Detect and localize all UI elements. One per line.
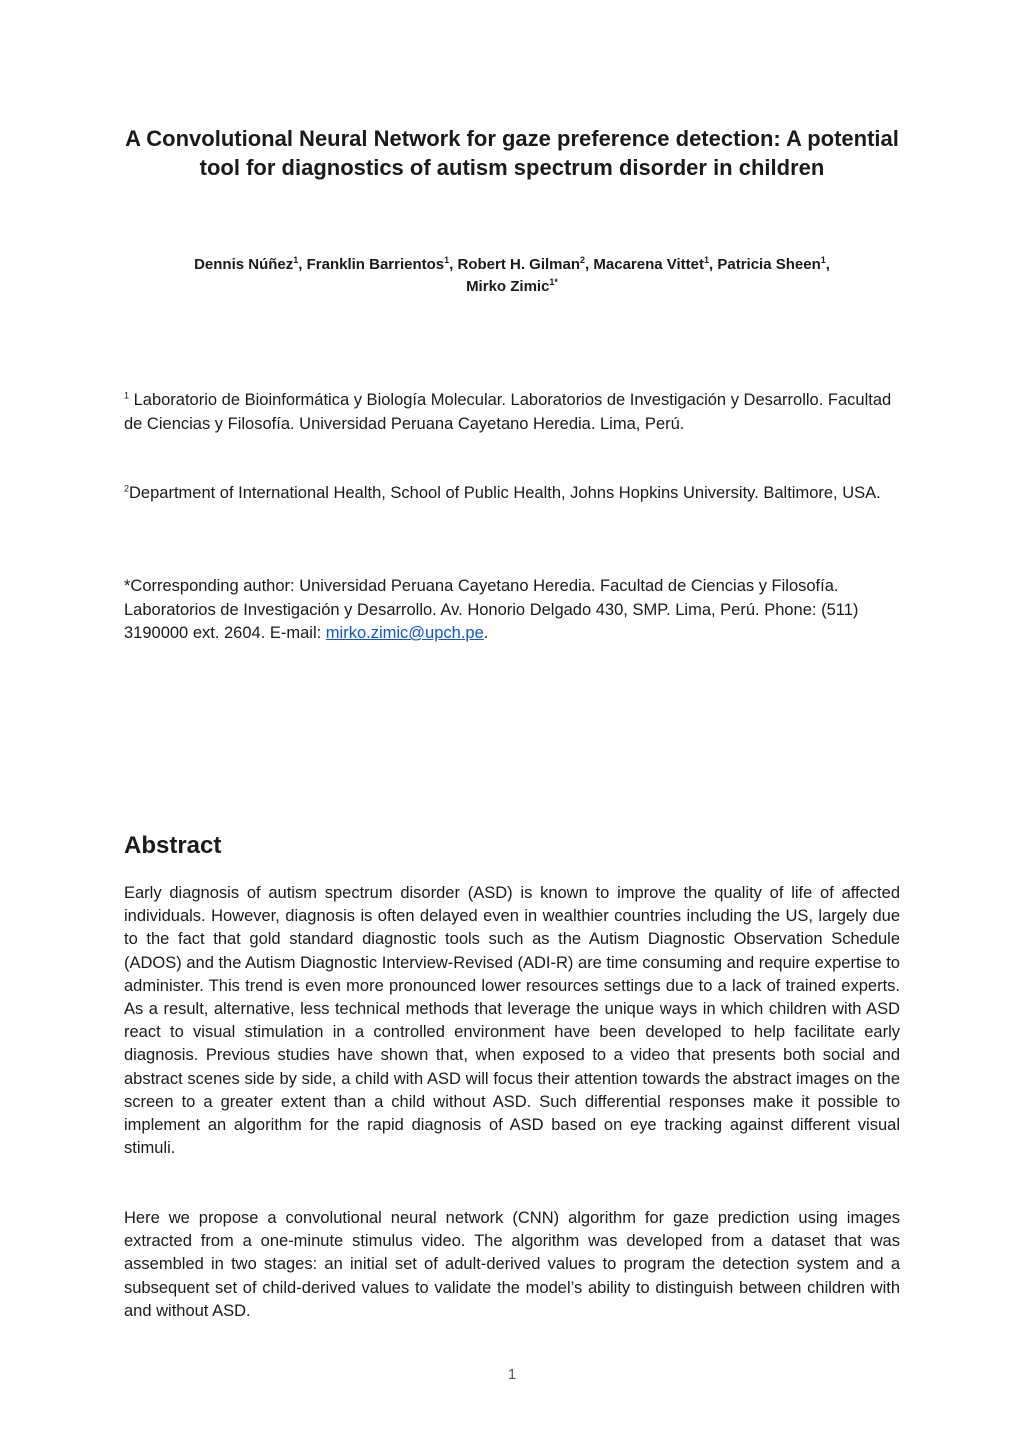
- page-number: 1: [507, 1366, 517, 1383]
- author-separator: ,: [825, 256, 830, 273]
- author-separator: ,: [585, 256, 594, 273]
- author-separator: ,: [709, 256, 718, 273]
- author-list: [124, 254, 900, 298]
- affiliation-1: [124, 389, 900, 436]
- author-affiliation-marker: 2: [580, 255, 586, 265]
- abstract-paragraph-1: Early diagnosis of autism spectrum disorder (ASD) is known to improve the quality of life of affected individuals. However, diagnosis is often delayed even in wealthier countries including the US, largely due to the fact that gold standard diagnostic tools such as the Autism Diagnostic Observation Schedule (ADOS) and the Autism Diagnostic Interview-Revised (ADI-R) are time consuming and require expertise to administer. This trend is even more pronounced lower resources settings due to a lack of trained experts. As a result, alternative, less technical methods that leverage the unique ways in which children with ASD react to visual stimulation in a controlled environment have been developed to help facilitate early diagnosis. Previous studies have shown that, when exposed to a video that presents both social and abstract scenes side by side, a child with ASD will focus their attention towards the abstract images on the screen to a greater extent than a child without ASD. Such differential responses make it possible to implement an algorithm for the rapid diagnosis of ASD based on eye tracking against different visual stimuli.: [124, 884, 900, 1158]
- affiliation-2: [124, 482, 900, 506]
- paper-title: A Convolutional Neural Network for gaze preference detection: A potential tool for diagnostics of autism spectrum disorder in children: [125, 126, 899, 180]
- abstract-paragraph-2: Here we propose a convolutional neural network (CNN) algorithm for gaze prediction using images extracted from a one-minute stimulus video. The algorithm was developed from a dataset that was assembled in two stages: an initial set of adult-derived values to program the detection system and a subsequent set of child-derived values to validate the model’s ability to distinguish between children with and without ASD.: [124, 1209, 900, 1320]
- email-link[interactable]: mirko.zimic@upch.pe: [325, 624, 484, 642]
- author-separator: ,: [298, 256, 307, 273]
- corresponding-author-text: *Corresponding author: Universidad Peruana Cayetano Heredia. Facultad de Ciencias y Filosofía. Laboratorios de Investigación y Desarrollo. Av. Honorio Delgado 430, SMP. Lima, Perú. Phone: (511) 3190000 ext. 2604. E-mail:: [124, 577, 859, 642]
- author-separator: ,: [449, 256, 458, 273]
- author-name: Dennis Núñez: [194, 256, 294, 273]
- author-affiliation-marker: 1: [704, 255, 710, 265]
- author-name: Mirko Zimic: [466, 278, 550, 295]
- corresponding-author: [124, 575, 900, 646]
- author-name: Patricia Sheen: [717, 256, 821, 273]
- affiliation-text: Laboratorio de Bioinformática y Biología Molecular. Laboratorios de Investigación y Desarrollo. Facultad de Ciencias y Filosofía. Universidad Peruana Cayetano Heredia. Lima, Perú.: [124, 391, 892, 433]
- author-name: Macarena Vittet: [593, 256, 704, 273]
- affiliation-text: Department of International Health, School of Public Health, Johns Hopkins University. Baltimore, USA.: [129, 484, 881, 502]
- affiliation-marker: 1: [124, 390, 130, 401]
- author-affiliation-marker: 1: [820, 255, 826, 265]
- affiliation-marker: 2: [124, 483, 130, 494]
- abstract-heading: Abstract: [124, 832, 222, 859]
- author-affiliation-marker: 1: [293, 255, 299, 265]
- corresponding-author-end: .: [483, 624, 489, 642]
- author-name: Robert H. Gilman: [457, 256, 581, 273]
- author-affiliation-marker: 1: [444, 255, 450, 265]
- author-affiliation-marker: 1*: [549, 277, 558, 287]
- author-name: Franklin Barrientos: [306, 256, 445, 273]
